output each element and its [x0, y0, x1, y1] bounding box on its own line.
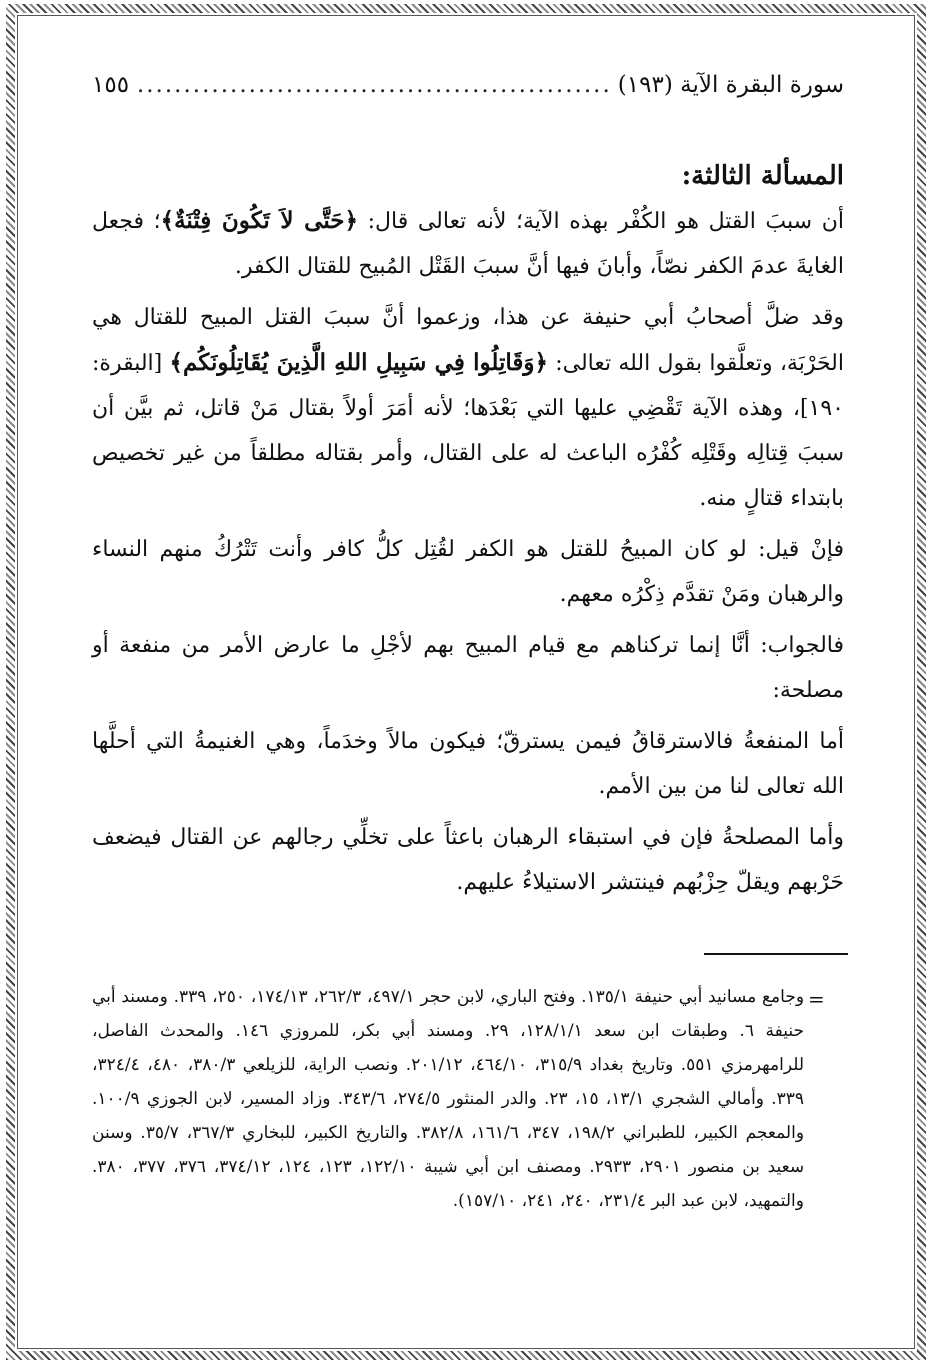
page-number: ١٥٥ [92, 72, 130, 98]
running-header [92, 68, 844, 102]
paragraph-text: [البقرة: ١٩٠]، وهذه الآية تَقْضِي عليها التي بَعْدَها؛ لأنه أمَرَ أولاً بقتال مَنْ قاتل، ثم بيَّن أن سببَ قِتالِه وقَتْلِه كُفْرُه الباعث له على القتال، وأمر بقتاله مطلقاً من غير تخصيص بابتداء قتالٍ منه. [92, 351, 844, 511]
quran-verse: ﴿وَقَاتِلُوا فِي سَبِيلِ اللهِ الَّذِينَ يُقَاتِلُونَكُم﴾ [169, 349, 548, 376]
paragraph-text: فإنْ قيل: لو كان المبيحُ للقتل هو الكفر لقُتِل كلُّ كافر وأنت تَتْرُكُ منهم النساء والرهبان ومَنْ تقدَّم ذِكْرُه معهم. [92, 537, 844, 607]
paragraph-4 [92, 623, 844, 713]
paragraph-text: ؛ فجعل الغايةَ عدمَ الكفر نصّاً، وأبانَ فيها أنَّ سببَ القَتْل المُبيح للقتال الكفر. [92, 209, 844, 279]
header-leader-dots [135, 68, 612, 102]
paragraph-text: أما المنفعةُ فالاسترقاقُ فيمن يسترقّ؛ فيكون مالاً وخدَماً، وهي الغنيمةُ التي أحلَّها الله تعالى لنا من بين الأمم. [92, 729, 844, 799]
header-title: سورة البقرة الآية (١٩٣) [617, 72, 844, 98]
paragraph-1 [92, 198, 844, 289]
paragraph-2 [92, 295, 844, 521]
paragraph-text: أن سببَ القتل هو الكُفْر بهذه الآية؛ لأنه تعالى قال: [357, 209, 844, 234]
footnote-separator [704, 953, 848, 955]
paragraph-text: وأما المصلحةُ فإن في استبقاء الرهبان باعثاً على تخلِّي رجالهم عن القتال فيضعف حَرْبهم ويقلّ حِزْبُهم فينتشر الاستيلاءُ عليهم. [92, 825, 844, 895]
paragraph-6 [92, 815, 844, 905]
footnote-text: وجامع مسانيد أبي حنيفة ١٣٥/١. وفتح الباري، لابن حجر ٤٩٧/١، ٢٦٢/٣، ١٧٤/١٣، ٢٥٠، ٣٣٩. ومسند أبي حنيفة ٦. وطبقات ابن سعد ١٢٨/١/١، ٢٩. ومسند أبي بكر، للمروزي ١٤٦. والمحدث الفاصل، للرامهرمزي ٥٥١. وتاريخ بغداد ٣١٥/٩، ٤٦٤/١٠، ٢٠١/١٢. ونصب الراية، للزيلعي ٣٨٠/٣، ٤٨٠، ٣٢٤/٤، ٣٣٩. وأمالي الشجري ١٣/١، ١٥، ٢٣. والدر المنثور ٢٧٤/٥، ٣٤٣/٦. وزاد المسير، لابن الجوزي ١٠٠/٩. والمعجم الكبير، للطبراني ١٩٨/٢، ٣٤٧، ١٦١/٦، ٣٨٢/٨. والتاريخ الكبير، للبخاري ٣٦٧/٣، ٣٥/٧. وسنن سعيد بن منصور ٢٩٠١، ٢٩٣٣. ومصنف ابن أبي شيبة ١٢٢/١٠، ١٢٣، ١٢٤، ٣٧٤/١٢، ٣٧٦، ٣٧٧، ٣٨٠. والتمهيد، لابن عبد البر ٢٣١/٤، ٢٤٠، ٢٤١، ١٥٧/١٠). [92, 987, 805, 1211]
section-title: المسألة الثالثة: [681, 161, 844, 191]
quran-verse: ﴿حَتَّى لاَ تَكُونَ فِتْنَةٌ﴾ [160, 207, 358, 234]
footnote-continuation-mark: = [808, 987, 825, 1011]
paragraph-text: وقد ضلَّ أصحابُ أبي حنيفة عن هذا، وزعموا أنَّ سببَ القتل المبيح للقتال هي الحَرْبَة، وتعلَّقوا بقول الله تعالى: [92, 305, 845, 376]
main-text [92, 68, 844, 911]
paragraph-5 [92, 719, 844, 809]
paragraph-3 [92, 527, 844, 617]
paragraph-text: فالجواب: أنَّا إنما تركناهم مع قيام المبيح بهم لأجْلِ ما عارض الأمر من منفعة أو مصلحة: [92, 633, 844, 703]
